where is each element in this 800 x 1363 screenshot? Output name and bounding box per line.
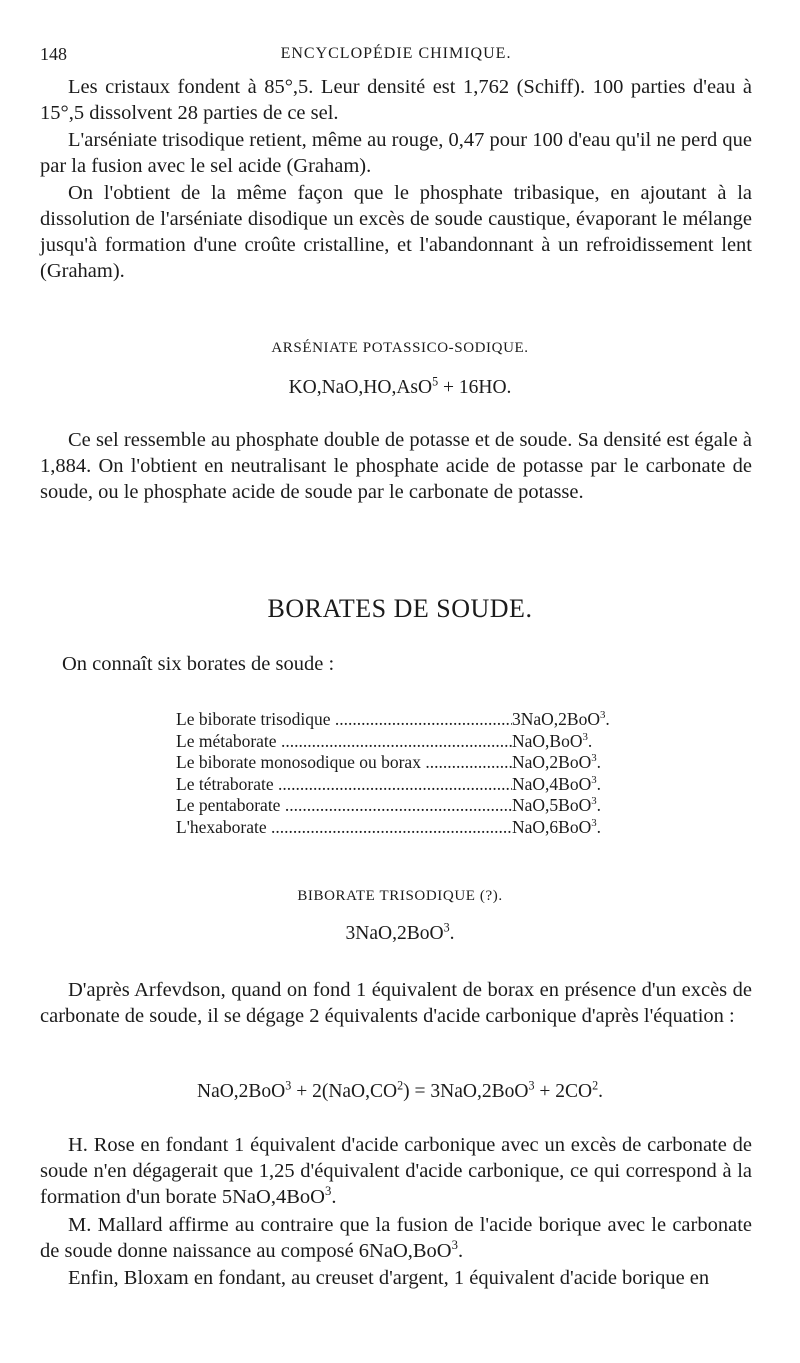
paragraph-arseniate-description: Ce sel ressemble au phosphate double de potasse et de soude. Sa densité est égale à 1,884. On l'obtient en neutralisant le phosphate acide de potasse par le carbonate de soude, ou le phosphate acide de soude par le carbonate de potasse. bbox=[40, 429, 752, 503]
paragraph-crystals: Les cristaux fondent à 85°,5. Leur densité est 1,762 (Schiff). 100 parties d'eau à 15°,5 dissolvent 28 parties de ce sel. bbox=[40, 76, 752, 124]
paragraph-arfevdson: D'après Arfevdson, quand on fond 1 équivalent de borax en présence d'un excès de carbonate de soude, il se dégage 2 équivalents d'acide carbonique d'après l'équation : bbox=[40, 979, 752, 1027]
running-title: ENCYCLOPÉDIE CHIMIQUE. bbox=[280, 45, 512, 62]
borate-list bbox=[176, 709, 636, 839]
list-item: Le pentaborate ..... NaO,5BoO$^3$. bbox=[176, 795, 636, 817]
equation-borax-carbonate: $NaO,2BoO^3 + 2(NaO,CO^2) = 3NaO,2BoO^3 + 2CO^2$. bbox=[196, 1078, 603, 1102]
page-header bbox=[40, 36, 752, 66]
formula-arseniate: KO,NaO,HO,AsO$^5$ + 16HO. bbox=[288, 374, 512, 398]
paragraph-trisodic-arsenate: L'arséniate trisodique retient, même au rouge, 0,47 pour 100 d'eau qu'il ne perd que par la fusion avec le sel acide (Graham). bbox=[40, 129, 752, 177]
list-item: L'hexaborate ..... NaO,6BoO$^3$. bbox=[176, 817, 636, 839]
section-title-borates: BORATES DE SOUDE. bbox=[267, 594, 533, 623]
paragraph-mallard: M. Mallard affirme au contraire que la fusion de l'acide borique avec le carbonate de soude donne naissance au composé 6NaO,BoO$^3$. bbox=[40, 1214, 752, 1262]
page-number: 148 bbox=[40, 44, 67, 64]
paragraph-rose: H. Rose en fondant 1 équivalent d'acide carbonique avec un excès de carbonate de soude n'en dégagerait que 1,25 d'équivalent d'acide carbonique, ce qui correspond à la formation d'un borate 5NaO,4BoO$^3$. bbox=[40, 1134, 752, 1208]
borates-intro: On connaît six borates de soude : bbox=[62, 653, 335, 675]
section-heading-arseniate: ARSÉNIATE POTASSICO-SODIQUE. bbox=[271, 340, 529, 356]
list-item: Le biborate trisodique ..... 3NaO,2BoO$^3$. bbox=[176, 709, 636, 731]
list-item: Le biborate monosodique ou borax ..... NaO,2BoO$^3$. bbox=[176, 752, 636, 774]
list-item: Le métaborate ..... NaO,BoO$^3$. bbox=[176, 731, 636, 753]
list-item: Le tétraborate ..... NaO,4BoO$^3$. bbox=[176, 774, 636, 796]
section-heading-biborate: BIBORATE TRISODIQUE (?). bbox=[297, 888, 503, 904]
paragraph-bloxam: Enfin, Bloxam en fondant, au creuset d'argent, 1 équivalent d'acide borique en bbox=[68, 1267, 710, 1289]
paragraph-preparation: On l'obtient de la même façon que le phosphate tribasique, en ajoutant à la dissolution de l'arséniate disodique un excès de soude caustique, évaporant le mélange jusqu'à formation d'une croûte cristalline, et l'abandonnant à un refroidissement lent (Graham). bbox=[40, 182, 752, 282]
formula-biborate: 3NaO,2BoO$^3$. bbox=[345, 920, 455, 944]
